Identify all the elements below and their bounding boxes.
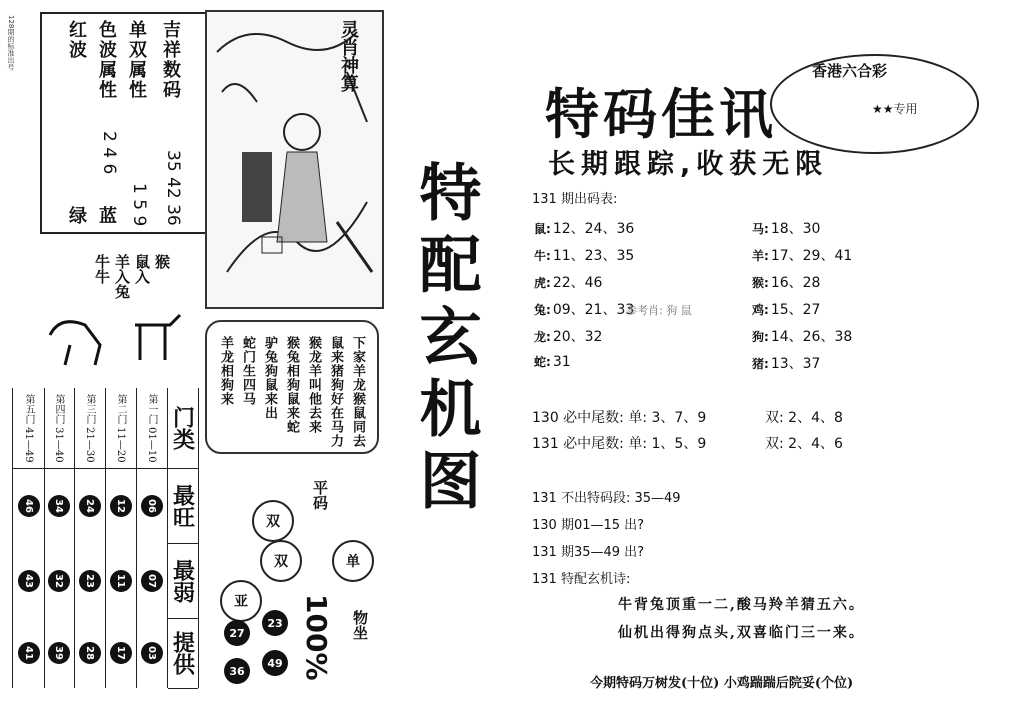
- door-number-table: [12, 388, 194, 688]
- zodiac-numbers: 17、29、41: [770, 248, 853, 264]
- zodiac-caption: 牛牛: [93, 254, 111, 284]
- zodiac-row: [534, 245, 634, 265]
- poem-line: 牛背兔顶重一二,酸马羚羊猜五六。: [618, 597, 865, 613]
- color-label: 红波: [66, 20, 87, 60]
- zodiac-numbers: 20、32: [552, 329, 603, 345]
- zodiac-numbers: 14、26、38: [770, 329, 853, 345]
- zodiac-caption: 鼠入: [133, 254, 151, 284]
- zodiac-caption: 猴: [153, 254, 171, 269]
- footer-text: 今期特码万树发(十位) 小鸡踹踹后院妥(个位): [590, 676, 854, 691]
- zodiac-name: 狗:: [752, 330, 769, 344]
- poem-line: 仙机出得狗点头,双喜临门三一来。: [618, 625, 865, 641]
- seal-text: 香港六合彩: [812, 62, 888, 80]
- zodiac-name: 鼠:: [534, 222, 551, 236]
- zodiac-row: [534, 272, 602, 292]
- zodiac-row: [534, 299, 634, 319]
- number-ball: 24: [79, 495, 101, 517]
- range-cell: 第三门 21—30: [74, 388, 105, 469]
- zodiac-numbers: 31: [552, 354, 571, 370]
- note-line: 131 特配玄机诗:: [532, 572, 631, 587]
- percent-label: 100%: [300, 594, 333, 681]
- vertical-label: 平码: [311, 480, 329, 510]
- table-row: [74, 388, 106, 688]
- number-ball: 28: [79, 642, 101, 664]
- left-panel: [0, 0, 395, 726]
- range-cell: 第一门 01—10: [136, 388, 167, 469]
- tail-label: 131 必中尾数: 单: 1、5、9: [532, 436, 707, 452]
- zodiac-numbers: 12、24、36: [552, 221, 635, 237]
- zodiac-numbers: 22、46: [552, 275, 603, 291]
- tail-label: 130 必中尾数: 单: 3、7、9: [532, 410, 707, 426]
- results-heading: 131 期出码表:: [532, 192, 618, 207]
- poem-line: 驴兔狗鼠来出: [262, 336, 277, 420]
- color-value: 绿: [66, 206, 87, 226]
- color-nums: 35 42 36: [163, 150, 183, 226]
- poem-line: 蛇门生四马: [240, 336, 255, 406]
- color-row: [157, 20, 183, 226]
- zodiac-name: 羊:: [752, 249, 769, 263]
- range-cell: 第五门 41—49: [13, 388, 44, 469]
- zodiac-row: [752, 326, 852, 346]
- number-ball: 23: [79, 570, 101, 592]
- zodiac-numbers: 09、21、33: [552, 302, 635, 318]
- zodiac-caption: 羊入兔: [113, 254, 131, 299]
- number-ball: 06: [141, 495, 163, 517]
- tail-row: [532, 433, 706, 453]
- color-row: [123, 20, 149, 226]
- reference-note: 参考肖: 狗 鼠: [626, 304, 692, 317]
- number-ball: 17: [110, 642, 132, 664]
- range-cell: 第二门 11—20: [105, 388, 136, 469]
- number-ball: 03: [141, 642, 163, 664]
- zodiac-name: 猪:: [752, 357, 769, 371]
- zodiac-row: [752, 272, 820, 292]
- number-ball: 36: [224, 658, 250, 684]
- poem-line: 下家羊龙猴鼠同去: [350, 336, 365, 448]
- badge: 亚: [220, 580, 262, 622]
- number-ball: 34: [48, 495, 70, 517]
- animal-drawing: [40, 305, 190, 370]
- poem-box: [205, 320, 379, 454]
- table-row: [136, 388, 168, 688]
- number-ball: 11: [110, 570, 132, 592]
- tail-even: 双: 2、4、6: [765, 436, 843, 452]
- note-line: 131 不出特码段: 35—49: [532, 491, 681, 506]
- number-ball: 41: [18, 642, 40, 664]
- zodiac-name: 鸡:: [752, 303, 769, 317]
- number-ball: 12: [110, 495, 132, 517]
- badge: 双: [252, 500, 294, 542]
- zodiac-numbers: 11、23、35: [552, 248, 635, 264]
- zodiac-name: 牛:: [534, 249, 551, 263]
- badge: 单: [332, 540, 374, 582]
- color-label: 色波属性: [96, 20, 117, 100]
- number-ball: 46: [18, 495, 40, 517]
- zodiac-name: 龙:: [534, 330, 551, 344]
- poem-line: 猴龙羊叫他去来: [306, 336, 321, 434]
- color-row: [93, 20, 119, 226]
- number-ball: 07: [141, 570, 163, 592]
- zodiac-row: [752, 218, 820, 238]
- zodiac-row: [534, 218, 634, 238]
- color-nums: 1 5 9: [129, 182, 149, 226]
- brand-title: 特码佳讯: [545, 82, 777, 146]
- table-header: 最弱: [168, 543, 198, 619]
- range-cell: 第四门 31—40: [43, 388, 74, 469]
- number-ball: 39: [48, 642, 70, 664]
- color-nums: 2 4 6: [99, 131, 119, 175]
- color-label: 单双属性: [126, 20, 147, 100]
- vertical-label: 物坐: [351, 610, 369, 640]
- zodiac-name: 马:: [752, 222, 769, 236]
- zodiac-name: 蛇:: [534, 355, 551, 369]
- tail-even: 双: 2、4、8: [765, 410, 843, 426]
- note-line: 130 期01—15 出?: [532, 518, 645, 533]
- number-ball: 27: [224, 620, 250, 646]
- number-ball: 43: [18, 570, 40, 592]
- color-label: 吉祥数码: [160, 20, 181, 100]
- vertical-title: 特配玄机图: [409, 160, 482, 520]
- zodiac-row: [752, 245, 852, 265]
- zodiac-name: 虎:: [534, 276, 551, 290]
- zodiac-row: [534, 326, 602, 346]
- note-line: 131 期35—49 出?: [532, 545, 645, 560]
- brand-seal: [770, 54, 979, 154]
- zodiac-name: 猴:: [752, 276, 769, 290]
- bottom-strip: [200, 460, 380, 690]
- table-header: 门类: [168, 388, 198, 469]
- color-attributes-box: [40, 12, 209, 234]
- zodiac-numbers: 13、37: [770, 356, 821, 372]
- zodiac-row: [752, 353, 820, 373]
- poem-line: 猴兔相狗鼠来蛇: [284, 336, 299, 434]
- table-header: 提供: [168, 618, 198, 689]
- table-row: [105, 388, 137, 688]
- illustration-scene: [205, 10, 384, 309]
- zodiac-animal-art: [20, 250, 190, 370]
- color-value: 蓝: [96, 205, 117, 226]
- seal-text: ★★专用: [872, 102, 918, 116]
- slogan: 长期跟踪,收获无限: [548, 149, 829, 180]
- number-ball: 49: [262, 650, 288, 676]
- zodiac-name: 兔:: [534, 303, 551, 317]
- zodiac-row: [534, 353, 571, 370]
- number-ball: 32: [48, 570, 70, 592]
- number-ball: 23: [262, 610, 288, 636]
- scene-title: 灵肖神算: [338, 20, 359, 92]
- poem-line: 鼠来猪狗好在马力: [328, 336, 343, 448]
- badge: 双: [260, 540, 302, 582]
- zodiac-row: [752, 299, 820, 319]
- table-row: [43, 388, 75, 688]
- poem-line: 羊龙相狗来: [218, 336, 233, 406]
- table-header: 最旺: [168, 468, 198, 544]
- table-row: [12, 388, 45, 688]
- zodiac-numbers: 18、30: [770, 221, 821, 237]
- color-row: [63, 20, 89, 226]
- zodiac-numbers: 15、27: [770, 302, 821, 318]
- side-strip-text: 128期的标准出号: [7, 15, 15, 71]
- table-header-column: [167, 388, 199, 688]
- zodiac-numbers: 16、28: [770, 275, 821, 291]
- tail-row: [532, 407, 706, 427]
